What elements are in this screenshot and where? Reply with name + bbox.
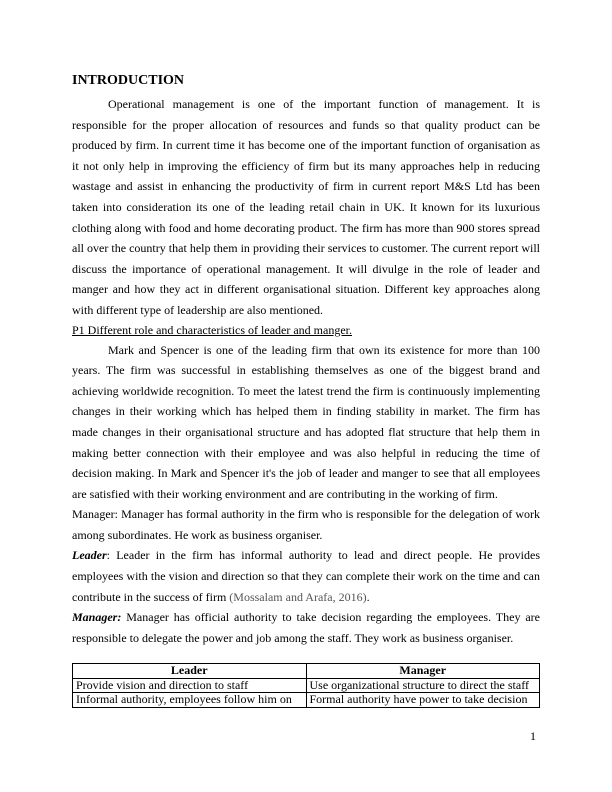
leader-paragraph bbox=[72, 545, 540, 607]
section-heading: P1 Different role and characteristics of leader and manger. bbox=[72, 322, 352, 337]
table-row bbox=[73, 693, 540, 708]
manager-paragraph: Manager: Manager has formal authority in the firm who is responsible for the delegation of work among subordinates. He work as business organiser. bbox=[72, 507, 540, 542]
leader-end: . bbox=[366, 589, 370, 604]
comparison-table bbox=[72, 663, 540, 708]
table-cell: Provide vision and direction to staff bbox=[73, 678, 307, 693]
page-heading: INTRODUCTION bbox=[72, 73, 185, 88]
table-cell: Informal authority, employees follow him on bbox=[73, 693, 307, 708]
leader-citation: (Mossalam and Arafa, 2016) bbox=[229, 589, 367, 604]
table-cell: Formal authority have power to take decision bbox=[306, 693, 540, 708]
intro-paragraph: Operational management is one of the important function of management. It is responsible for the proper allocation of resources and funds so that quality product can be produced by firm. In current time it has become one of the important function of organisation as it not only help in improving the efficiency of firm but its many approaches help in reducing wastage and assist in enhancing the productivity of firm in current report M&S Ltd has been taken into consideration its one of the leading retail chain in UK. It known for its luxurious clothing along with food and home decorating product. The firm has more than 900 stores spread all over the country that help them in providing their services to customer. The current report will discuss the importance of operational management. It will divulge in the role of leader and manger and how they act in different organisational situation. Different key approaches along with different type of leadership are also mentioned. bbox=[72, 97, 540, 317]
leader-text: : Leader in the firm has informal authority to lead and direct people. He provides employees with the vision and direction so that they can complete their work on the time and can contribute in the success of firm bbox=[72, 548, 540, 604]
manager-paragraph-2 bbox=[72, 607, 540, 648]
table-header-row bbox=[73, 664, 540, 679]
table-header-leader: Leader bbox=[73, 664, 307, 679]
page-number: 1 bbox=[530, 729, 536, 743]
table-header-manager: Manager bbox=[306, 664, 540, 679]
manager-label: Manager: bbox=[72, 610, 122, 625]
table-row bbox=[73, 678, 540, 693]
section-paragraph: Mark and Spencer is one of the leading firm that own its existence for more than 100 years. The firm was successful in establishing themselves as one of the biggest brand and achieving worldwide recognition. To meet the latest trend the firm is continuously implementing changes in their working which has helped them in finding stability in market. The firm has made changes in their organisational structure and has adopted flat structure that help them in making better connection with their employee and was also helpful in reducing the time of decision making. In Mark and Spencer it's the job of leader and manger to see that all employees are satisfied with their working environment and are contributing in the working of firm. bbox=[72, 342, 540, 501]
document-page bbox=[72, 72, 540, 708]
table-cell: Use organizational structure to direct the staff bbox=[306, 678, 540, 693]
manager-text: Manager has official authority to take decision regarding the employees. They are responsible to delegate the power and job among the staff. They work as business organiser. bbox=[72, 610, 540, 645]
leader-label: Leader bbox=[72, 548, 107, 563]
